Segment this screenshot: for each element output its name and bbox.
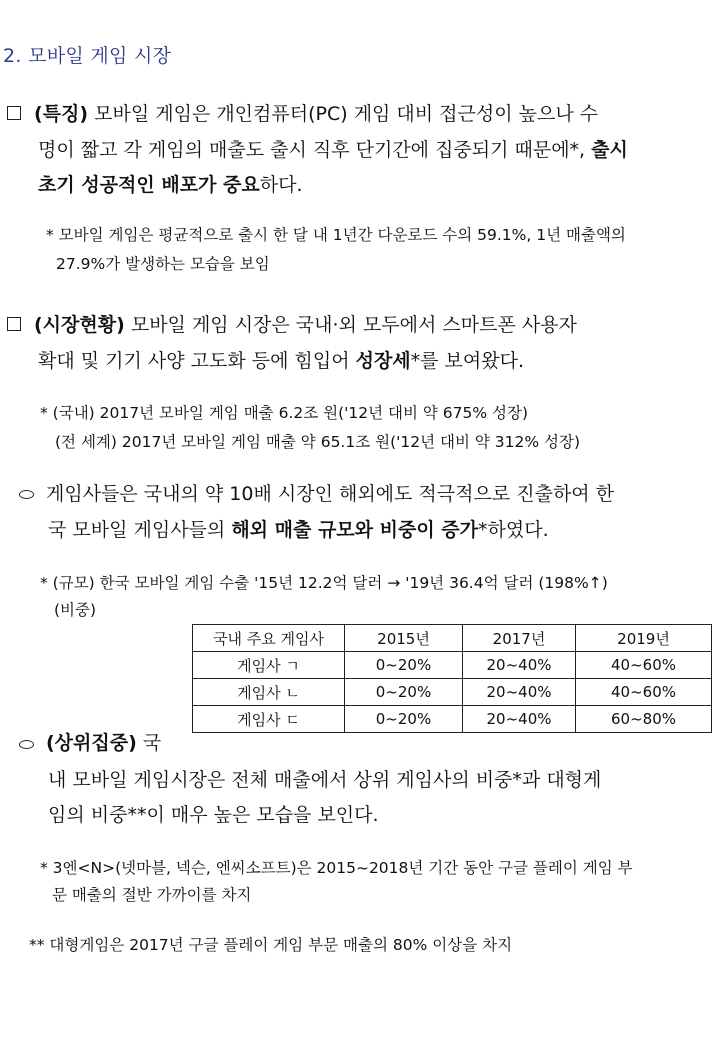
- table-header-cell: 2017년: [463, 625, 576, 652]
- paragraph-1-line-2: [38, 134, 628, 166]
- table-row: [193, 706, 712, 733]
- paragraph-2-text: 모바일 게임 시장은 국내·외 모두에서 스마트폰 사용자: [130, 314, 577, 336]
- footnote-4-line-2: 문 매출의 절반 가까이를 차지: [52, 886, 252, 904]
- table-header-cell: 2019년: [576, 625, 712, 652]
- footnote-4-line-1: * 3엔<N>(넷마블, 넥슨, 엔씨소프트)은 2015~2018년 기간 동안 구글 플레이 게임 부: [40, 859, 633, 877]
- table-cell: 40~60%: [576, 652, 712, 679]
- share-table: [192, 624, 712, 733]
- paragraph-2-line-2-end: *를 보여왔다.: [410, 350, 525, 372]
- table-cell: 0~20%: [345, 652, 463, 679]
- table-cell: 게임사 ㄱ: [193, 652, 345, 679]
- paragraph-4-line-2: 내 모바일 게임시장은 전체 매출에서 상위 게임사의 비중*과 대형게: [48, 769, 602, 791]
- paragraph-1-text: 모바일 게임은 개인컴퓨터(PC) 게임 대비 접근성이 높으나 수: [94, 103, 599, 125]
- table-row: [193, 652, 712, 679]
- footnote-5-line-1: ** 대형게임은 2017년 구글 플레이 게임 부문 매출의 80% 이상을 차지: [29, 936, 513, 954]
- paragraph-1-label: (특징): [34, 103, 89, 125]
- paragraph-1-emphasis: 초기 성공적인 배포가 중요: [38, 174, 260, 196]
- footnote-1-line-2: 27.9%가 발생하는 모습을 보임: [56, 255, 270, 273]
- paragraph-1-line-3-end: 하다.: [259, 174, 303, 196]
- table-cell: 20~40%: [463, 679, 576, 706]
- paragraph-1-line-3: [38, 169, 303, 201]
- paragraph-4-label: (상위집중): [46, 732, 137, 754]
- footnote-2-line-2: (전 세계) 2017년 모바일 게임 매출 약 65.1조 원('12년 대비 약 312% 성장): [55, 433, 581, 451]
- table-cell: 20~40%: [463, 652, 576, 679]
- table-header-row: [193, 625, 712, 652]
- paragraph-3-line-1: 게임사들은 국내의 약 10배 시장인 해외에도 적극적으로 진출하여 한: [46, 483, 615, 505]
- paragraph-2-line-2: [38, 345, 524, 377]
- table-cell: 60~80%: [576, 706, 712, 733]
- table-cell: 게임사 ㄷ: [193, 706, 345, 733]
- paragraph-3-line-2-text: 국 모바일 게임사들의: [48, 519, 232, 541]
- paragraph-1-line-2-text: 명이 짧고 각 게임의 매출도 출시 직후 단기간에 집중되기 때문에*,: [38, 139, 592, 161]
- paragraph-2-line-1: [34, 309, 577, 341]
- paragraph-2-label: (시장현황): [34, 314, 125, 336]
- paragraph-4-line-1: [46, 727, 161, 759]
- footnote-3-line-1: * (규모) 한국 모바일 게임 수출 '15년 12.2억 달러 → '19년 36.4억 달러 (198%↑): [40, 574, 608, 592]
- circle-bullet: [19, 740, 34, 749]
- circle-bullet: [19, 490, 34, 499]
- paragraph-1-emphasis-start: 출시: [591, 139, 628, 161]
- table-header-cell: 2015년: [345, 625, 463, 652]
- table-cell: 40~60%: [576, 679, 712, 706]
- paragraph-3-line-2: [48, 514, 549, 546]
- section-title: 2. 모바일 게임 시장: [3, 45, 172, 67]
- paragraph-3-line-2-end: *하였다.: [478, 519, 549, 541]
- table-cell: 0~20%: [345, 679, 463, 706]
- table-header-cell: 국내 주요 게임사: [193, 625, 345, 652]
- paragraph-2-emphasis: 성장세: [355, 350, 411, 372]
- table-cell: 게임사 ㄴ: [193, 679, 345, 706]
- footnote-2-line-1: * (국내) 2017년 모바일 게임 매출 6.2조 원('12년 대비 약 675% 성장): [40, 404, 529, 422]
- paragraph-4-label-tail: 국: [142, 732, 162, 754]
- checkbox-bullet: [7, 106, 21, 120]
- paragraph-3-emphasis: 해외 매출 규모와 비중이 증가: [231, 519, 479, 541]
- checkbox-bullet: [7, 317, 21, 331]
- paragraph-1-line-1: [34, 98, 598, 130]
- footnote-3-line-2: (비중): [54, 601, 97, 619]
- table-row: [193, 679, 712, 706]
- table-cell: 0~20%: [345, 706, 463, 733]
- table-cell: 20~40%: [463, 706, 576, 733]
- footnote-1-line-1: * 모바일 게임은 평균적으로 출시 한 달 내 1년간 다운로드 수의 59.1%, 1년 매출액의: [46, 226, 626, 244]
- paragraph-4-line-3: 임의 비중**이 매우 높은 모습을 보인다.: [48, 804, 379, 826]
- paragraph-2-line-2-text: 확대 및 기기 사양 고도화 등에 힘입어: [38, 350, 356, 372]
